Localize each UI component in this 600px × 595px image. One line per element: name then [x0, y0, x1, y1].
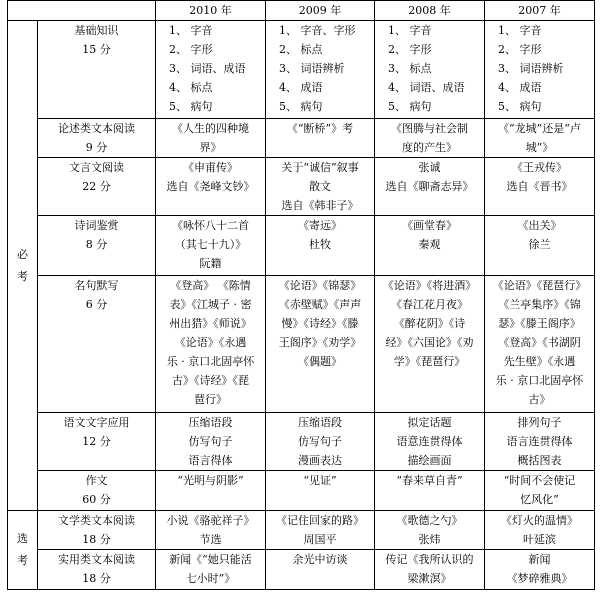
cell-text-line: 《论语》《将进酒》: [382, 279, 477, 292]
section-label-cell: [38, 119, 156, 158]
section-title: 诗词鉴赏: [74, 219, 119, 232]
cell-text-line: 1、 字音: [169, 24, 213, 37]
cell-text-line: 周国平: [303, 533, 337, 546]
cell-text-line: 经》《六国论》《劝: [385, 336, 474, 349]
cell-text-line: 《歌德之勺》: [396, 514, 463, 527]
header-year-2008: 2008 年: [375, 1, 485, 21]
section-points: 18 分: [82, 572, 111, 585]
cell-text-line: 《赤壁赋》《声声: [278, 298, 362, 311]
cell-text-line: 漫画表达: [298, 454, 342, 467]
cell-text-line: 5、 病句: [279, 100, 323, 113]
cell-text-line: 阮籍: [199, 257, 222, 270]
cell-text-line: （其七十九）》: [174, 238, 247, 251]
cell-text-line: 语意连贯得体: [396, 435, 463, 448]
cell-2009: [266, 158, 375, 216]
section-title: 基础知识: [74, 24, 119, 37]
cell-text-line: 古》: [528, 393, 551, 406]
section-label-cell: [38, 276, 156, 413]
cell-text-line: 仿写句子: [188, 435, 233, 448]
cell-2009: [266, 216, 375, 276]
cell-text-line: 选自《晋书》: [506, 180, 573, 193]
section-title: 实用类文本阅读: [58, 553, 135, 566]
cell-text-line: 《出关》: [517, 219, 562, 232]
header-row: [8, 1, 595, 21]
cell-text-line: 《春江花月夜》: [391, 298, 468, 311]
cell-2010: [156, 119, 266, 158]
cell-2009: [266, 550, 375, 590]
section-title: 语文文字应用: [63, 416, 130, 429]
cell-2007: [485, 21, 595, 119]
cell-2009: [266, 471, 375, 511]
cell-2009: [266, 119, 375, 158]
group-elective-cell: [8, 511, 38, 590]
cell-text-line: 《王戎传》: [512, 161, 567, 174]
section-points: 18 分: [82, 533, 111, 546]
cell-text-line: 语言得体: [188, 454, 233, 467]
section-title: 名句默写: [74, 279, 119, 292]
section-title: 论述类文本阅读: [58, 122, 135, 135]
cell-2007: [485, 471, 595, 511]
cell-text-line: 4、 成语: [279, 81, 323, 94]
cell-text-line: 《申甫传》: [183, 161, 238, 174]
cell-2008: [375, 21, 485, 119]
cell-2008: [375, 276, 485, 413]
cell-text-line: “光明与阴影”: [177, 474, 244, 487]
cell-text-line: 张诚: [418, 161, 441, 174]
cell-text-line: 杜牧: [309, 238, 331, 251]
cell-text-line: 选自《聊斋志异》: [385, 180, 474, 193]
cell-text-line: 《“断桥”》考: [286, 122, 354, 135]
cell-text-line: 仿写句子: [298, 435, 342, 448]
cell-text-line: 散文: [309, 180, 331, 193]
cell-2010: [156, 413, 266, 471]
cell-text-line: 忆风化”: [520, 493, 559, 506]
cell-text-line: 叶延滨: [523, 533, 556, 546]
cell-2008: [375, 413, 485, 471]
cell-2009: [266, 276, 375, 413]
table-row: [8, 216, 595, 276]
cell-2009: [266, 413, 375, 471]
section-label-cell: [38, 21, 156, 119]
cell-text-line: 概括图表: [517, 454, 562, 467]
section-label-cell: [38, 216, 156, 276]
cell-text-line: 界》: [199, 141, 222, 154]
cell-2010: [156, 471, 266, 511]
table-row: [8, 511, 595, 550]
cell-text-line: 表》《江城子 · 密: [169, 298, 252, 311]
section-points: 8 分: [85, 238, 108, 251]
group-elective-label: 选考: [17, 532, 28, 567]
cell-text-line: 小说《骆驼祥子》: [166, 514, 255, 527]
table-row: [8, 471, 595, 511]
cell-text-line: 《灯火的温情》: [501, 514, 578, 527]
cell-text-line: 《论语》《永遇: [174, 336, 247, 349]
cell-text-line: 传记《我所认识的: [385, 553, 474, 566]
cell-text-line: 2、 字形: [498, 43, 542, 56]
cell-text-line: 1、 字音: [498, 24, 542, 37]
cell-text-line: 3、 词语辨析: [498, 62, 564, 75]
cell-2007: [485, 511, 595, 550]
cell-text-line: 《醉花阴》《诗: [393, 317, 466, 330]
cell-2010: [156, 21, 266, 119]
cell-text-line: 张炜: [418, 533, 441, 546]
cell-text-line: 《兰亭集序》《锦: [498, 298, 581, 311]
header-corner-cell: [8, 1, 156, 21]
cell-text-line: 5、 病句: [169, 100, 213, 113]
cell-text-line: 度的产生》: [402, 141, 457, 154]
section-label-cell: [38, 550, 156, 590]
cell-2010: [156, 276, 266, 413]
cell-text-line: 乐 · 京口北固亭怀: [166, 355, 255, 368]
cell-2007: [485, 119, 595, 158]
cell-text-line: 古》《诗经》《琵: [172, 374, 249, 387]
cell-2010: [156, 158, 266, 216]
cell-text-line: 4、 成语: [498, 81, 542, 94]
cell-text-line: 《偶题》: [298, 355, 342, 368]
table-row: [8, 413, 595, 471]
header-year-2009: 2009 年: [266, 1, 375, 21]
section-title: 文学类文本阅读: [58, 514, 135, 527]
cell-text-line: 选自《韩非子》: [281, 199, 359, 212]
cell-text-line: 州出猎》《师说》: [169, 317, 252, 330]
cell-2007: [485, 216, 595, 276]
cell-text-line: 3、 标点: [388, 62, 432, 75]
cell-2010: [156, 550, 266, 590]
section-points: 22 分: [82, 180, 111, 193]
cell-text-line: 3、 词语辨析: [279, 62, 345, 75]
cell-text-line: 2、 标点: [279, 43, 323, 56]
cell-text-line: 《登高》《书湖阴: [498, 336, 581, 349]
cell-text-line: 余光中访谈: [292, 553, 348, 566]
cell-text-line: 描绘画面: [407, 454, 452, 467]
cell-2010: [156, 511, 266, 550]
cell-text-line: “时间不会使记: [503, 474, 576, 487]
cell-2008: [375, 158, 485, 216]
section-title: 作文: [85, 474, 108, 487]
cell-2007: [485, 550, 595, 590]
cell-text-line: 慢》《诗经》《滕: [281, 317, 359, 330]
cell-text-line: 排列句子: [517, 416, 562, 429]
table-row: [8, 550, 595, 590]
section-label-cell: [38, 511, 156, 550]
cell-2008: [375, 216, 485, 276]
section-points: 12 分: [82, 435, 111, 448]
cell-text-line: 城”》: [525, 141, 554, 154]
cell-text-line: 新闻: [528, 553, 551, 566]
cell-text-line: 4、 标点: [169, 81, 213, 94]
cell-2009: [266, 511, 375, 550]
cell-text-line: 王阁序》《劝学》: [278, 336, 362, 349]
cell-text-line: 七小时”》: [185, 572, 236, 585]
cell-2007: [485, 413, 595, 471]
cell-2008: [375, 471, 485, 511]
group-required-label: 必考: [17, 247, 28, 283]
cell-text-line: 压缩语段: [188, 416, 233, 429]
cell-2008: [375, 550, 485, 590]
cell-text-line: 4、 词语、成语: [388, 81, 465, 94]
cell-text-line: 3、 词语、成语: [169, 62, 246, 75]
cell-text-line: 梁漱溟》: [407, 572, 452, 585]
header-year-2007: 2007 年: [485, 1, 595, 21]
section-label-cell: [38, 413, 156, 471]
cell-text-line: 《咏怀八十二首: [172, 219, 249, 232]
cell-2010: [156, 216, 266, 276]
table-row: [8, 21, 595, 119]
cell-2008: [375, 511, 485, 550]
table-row: [8, 119, 595, 158]
cell-text-line: 1、 字音、字形: [279, 24, 356, 37]
cell-text-line: 《人生的四种境: [172, 122, 249, 135]
cell-text-line: 秦观: [418, 238, 441, 251]
section-label-cell: [38, 471, 156, 511]
cell-text-line: 《记住回家的路》: [276, 514, 364, 527]
cell-2007: [485, 276, 595, 413]
cell-text-line: 2、 字形: [388, 43, 432, 56]
cell-text-line: 新闻《“她只能活: [169, 553, 252, 566]
cell-text-line: 5、 病句: [498, 100, 542, 113]
cell-text-line: 《论语》《琵琶行》: [492, 279, 587, 292]
section-points: 9 分: [85, 141, 108, 154]
cell-text-line: 节选: [199, 533, 222, 546]
cell-text-line: 1、 字音: [388, 24, 432, 37]
cell-text-line: “春来草自青”: [396, 474, 463, 487]
group-required-cell: [8, 21, 38, 511]
cell-text-line: 选自《尧峰文钞》: [166, 180, 255, 193]
cell-text-line: 语言连贯得体: [506, 435, 573, 448]
exam-comparison-table: [7, 0, 595, 590]
cell-text-line: 《论语》《锦瑟》: [278, 279, 362, 292]
cell-text-line: 琶行》: [194, 393, 227, 406]
cell-text-line: 徐兰: [528, 238, 551, 251]
cell-text-line: 瑟》《滕王阁序》: [498, 317, 581, 330]
section-points: 60 分: [82, 493, 111, 506]
cell-text-line: “见证”: [303, 474, 337, 487]
header-year-2010: 2010 年: [156, 1, 266, 21]
cell-text-line: 先生壁》《永遇: [503, 355, 576, 368]
cell-2009: [266, 21, 375, 119]
cell-text-line: 《“龙城”还是“卢: [498, 122, 581, 135]
cell-text-line: 《图腾与社会制: [391, 122, 468, 135]
cell-text-line: 2、 字形: [169, 43, 213, 56]
cell-text-line: 压缩语段: [298, 416, 342, 429]
cell-text-line: 乐 · 京口北固亭怀: [495, 374, 584, 387]
cell-2007: [485, 158, 595, 216]
section-title: 文言文阅读: [69, 161, 124, 174]
cell-2008: [375, 119, 485, 158]
cell-text-line: 《画堂春》: [402, 219, 457, 232]
cell-text-line: 5、 病句: [388, 100, 432, 113]
cell-text-line: 《寄远》: [298, 219, 342, 232]
table-row: [8, 158, 595, 216]
cell-text-line: 学》《琵琶行》: [393, 355, 466, 368]
cell-text-line: 拟定话题: [407, 416, 452, 429]
section-points: 15 分: [82, 43, 111, 56]
section-points: 6 分: [85, 298, 108, 311]
table-row: [8, 276, 595, 413]
section-label-cell: [38, 158, 156, 216]
cell-text-line: 关于“诚信”叙事: [281, 161, 359, 174]
cell-text-line: 《登高》 《陈情: [170, 279, 251, 292]
cell-text-line: 《梦碎雅典》: [506, 572, 573, 585]
